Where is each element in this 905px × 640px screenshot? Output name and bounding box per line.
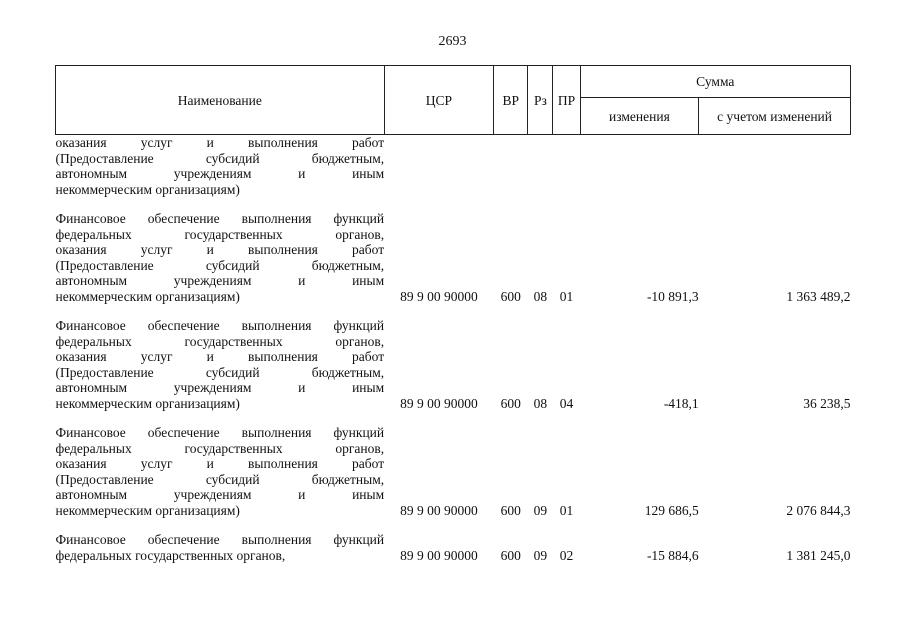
header-sum: Сумма — [580, 66, 850, 98]
row-csr: 89 9 00 90000 — [400, 502, 478, 518]
row-pr: 04 — [559, 395, 574, 411]
header-with-change: с учетом изменений — [699, 98, 851, 135]
row-name-line: некоммерческим организациям) — [55, 181, 240, 197]
table-row — [56, 318, 851, 411]
row-with-change — [699, 135, 851, 198]
header-change: изменения — [580, 98, 699, 135]
row-spacer-cell — [56, 304, 851, 318]
row-name — [56, 135, 385, 198]
row-name-line: оказания услуг и выполнения работ — [55, 456, 385, 471]
table-row — [56, 532, 851, 563]
row-spacer-cell — [56, 197, 851, 211]
row-with-change: 1 381 245,0 — [786, 547, 851, 563]
row-pr: 01 — [559, 288, 574, 304]
row-with-change: 36 238,5 — [803, 395, 851, 411]
row-vr: 600 — [500, 502, 521, 518]
table-header — [56, 66, 851, 135]
row-name-line: автономным учреждениям и иным — [55, 380, 385, 395]
row-rz — [528, 135, 553, 198]
row-name-line: федеральных государственных органов, — [55, 440, 385, 456]
table-row — [56, 135, 851, 198]
row-change: 129 686,5 — [644, 502, 699, 518]
row-name-line: некоммерческим организациям) — [55, 502, 240, 518]
row-change — [580, 135, 699, 198]
row-spacer-cell — [56, 411, 851, 425]
row-vr: 600 — [500, 288, 521, 304]
row-rz: 08 — [533, 395, 548, 411]
header-rz: Рз — [528, 66, 553, 135]
row-name-line: Финансовое обеспечение выполнения функций — [55, 211, 385, 226]
table-row — [56, 425, 851, 518]
row-csr — [384, 135, 494, 198]
row-name-line: Финансовое обеспечение выполнения функций — [55, 425, 385, 440]
row-pr: 02 — [559, 547, 574, 563]
row-name-line: Финансовое обеспечение выполнения функций — [55, 318, 385, 333]
row-vr: 600 — [500, 395, 521, 411]
row-pr: 01 — [559, 502, 574, 518]
row-change: -10 891,3 — [646, 288, 699, 304]
row-name-line: оказания услуг и выполнения работ — [55, 135, 385, 150]
header-name: Наименование — [56, 66, 385, 135]
row-change: -418,1 — [663, 395, 699, 411]
row-csr: 89 9 00 90000 — [400, 395, 478, 411]
header-csr: ЦСР — [384, 66, 494, 135]
row-spacer — [56, 304, 851, 318]
row-name — [56, 425, 385, 518]
header-vr: ВР — [494, 66, 528, 135]
row-pr — [553, 135, 580, 198]
row-vr: 600 — [500, 547, 521, 563]
row-name-line: автономным учреждениям и иным — [55, 166, 385, 181]
header-pr: ПР — [553, 66, 580, 135]
row-with-change: 1 363 489,2 — [786, 288, 851, 304]
row-name-line: Финансовое обеспечение выполнения функций — [55, 532, 385, 547]
page-number: 2693 — [438, 34, 467, 49]
row-name-line: (Предоставление субсидий бюджетным, — [55, 150, 385, 166]
row-name-line: федеральных государственных органов, — [55, 547, 286, 563]
row-name-line: автономным учреждениям и иным — [55, 273, 385, 288]
row-name-line: оказания услуг и выполнения работ — [55, 242, 385, 257]
row-rz: 08 — [533, 288, 548, 304]
row-change: -15 884,6 — [646, 547, 699, 563]
row-spacer — [56, 518, 851, 532]
row-rz: 09 — [533, 502, 548, 518]
row-name — [56, 211, 385, 304]
row-name-line: некоммерческим организациям) — [55, 288, 240, 304]
row-spacer — [56, 197, 851, 211]
row-vr — [494, 135, 528, 198]
row-rz: 09 — [533, 547, 548, 563]
row-name-line: федеральных государственных органов, — [55, 333, 385, 349]
row-name-line: (Предоставление субсидий бюджетным, — [55, 257, 385, 273]
row-csr: 89 9 00 90000 — [400, 547, 478, 563]
row-name — [56, 318, 385, 411]
row-spacer — [56, 411, 851, 425]
row-name-line: федеральных государственных органов, — [55, 226, 385, 242]
table-row — [56, 211, 851, 304]
row-name-line: (Предоставление субсидий бюджетным, — [55, 471, 385, 487]
budget-table — [55, 65, 851, 563]
row-csr: 89 9 00 90000 — [400, 288, 478, 304]
row-name-line: (Предоставление субсидий бюджетным, — [55, 364, 385, 380]
row-name-line: некоммерческим организациям) — [55, 395, 240, 411]
row-name — [56, 532, 385, 563]
row-spacer-cell — [56, 518, 851, 532]
row-name-line: автономным учреждениям и иным — [55, 487, 385, 502]
row-with-change: 2 076 844,3 — [786, 502, 851, 518]
row-name-line: оказания услуг и выполнения работ — [55, 349, 385, 364]
table-body — [56, 135, 851, 564]
